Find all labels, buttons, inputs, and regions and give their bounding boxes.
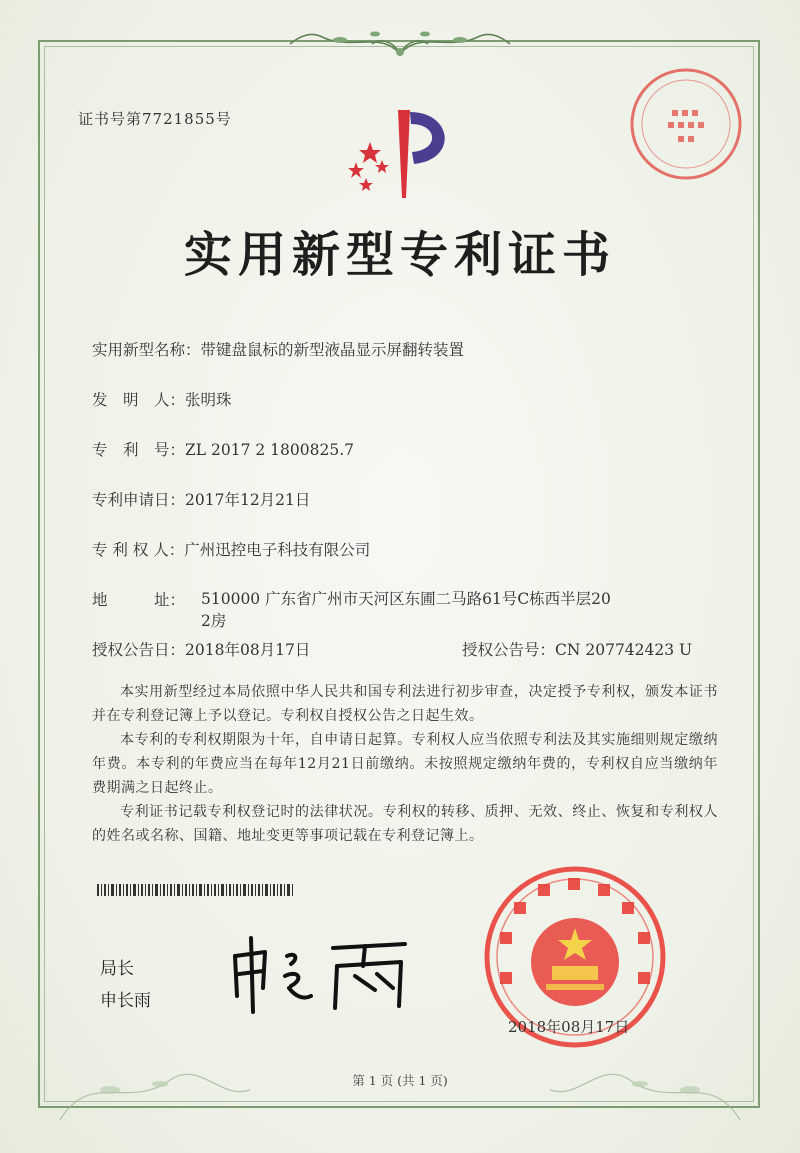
certificate-number-text: 证书号第7721855号 xyxy=(78,110,232,128)
patent-number-label: 专 利 号： xyxy=(92,441,186,459)
grant-publication-number-row xyxy=(462,638,692,660)
filing-date-label: 专利申请日： xyxy=(92,491,186,509)
inventor-value: 张明珠 xyxy=(185,391,232,409)
director-signature xyxy=(225,926,425,1016)
director-name: 申长雨 xyxy=(100,991,151,1011)
utility-model-name-label: 实用新型名称： xyxy=(92,341,201,359)
patent-number-value: ZL 2017 2 1800825.7 xyxy=(185,441,354,459)
filing-date-row xyxy=(92,488,310,510)
utility-model-name-value: 带键盘鼠标的新型液晶显示屏翻转装置 xyxy=(200,341,465,359)
address-value: 510000 广东省广州市天河区东圃二马路61号C栋西半层20 2房 xyxy=(201,590,611,630)
inventor-row xyxy=(92,388,232,410)
top-ornament xyxy=(280,22,520,62)
grant-publication-date-row xyxy=(92,638,310,660)
grant-publication-date-label: 授权公告日： xyxy=(92,641,186,659)
grant-publication-number-label: 授权公告号： xyxy=(462,641,556,659)
statement-paragraph-1: 本实用新型经过本局依照中华人民共和国专利法进行初步审查，决定授予专利权，颁发本证书并在专利登记簿上予以登记。专利权自授权公告之日起生效。 xyxy=(92,684,718,724)
patentee-label: 专 利 权 人： xyxy=(92,541,185,559)
utility-model-name-row xyxy=(92,338,464,360)
address-label: 地 址： xyxy=(92,591,186,609)
certificate-number xyxy=(78,108,232,129)
patentee-value: 广州迅控电子科技有限公司 xyxy=(184,541,371,559)
patent-office-emblem xyxy=(338,102,468,202)
filing-date-value: 2017年12月21日 xyxy=(185,491,311,509)
seal-date: 2018年08月17日 xyxy=(508,1018,630,1036)
barcode xyxy=(97,884,297,896)
statement-paragraph-2: 本专利的专利权期限为十年，自申请日起算。专利权人应当依照专利法及其实施细则规定缴纳年费。本专利的年费应当在每年12月21日前缴纳。未按照规定缴纳年费的，专利权自应当缴纳年费期满之日起终止。 xyxy=(92,732,718,796)
page-footer: 第 1 页 (共 1 页) xyxy=(352,1073,448,1088)
address-row xyxy=(92,588,185,610)
director-title: 局长 xyxy=(100,959,134,979)
grant-publication-date-value: 2018年08月17日 xyxy=(185,641,311,659)
patent-number-row xyxy=(92,438,354,460)
certificate-title: 实用新型专利证书 xyxy=(183,227,616,283)
patentee-row xyxy=(92,538,370,560)
tax-stamp xyxy=(626,64,746,184)
statement-paragraph-3: 专利证书记载专利权登记时的法律状况。专利权的转移、质押、无效、终止、恢复和专利权人的姓名或名称、国籍、地址变更等事项记载在专利登记簿上。 xyxy=(92,804,718,844)
inventor-label: 发 明 人： xyxy=(92,391,186,409)
grant-publication-number-value: CN 207742423 U xyxy=(555,641,693,659)
